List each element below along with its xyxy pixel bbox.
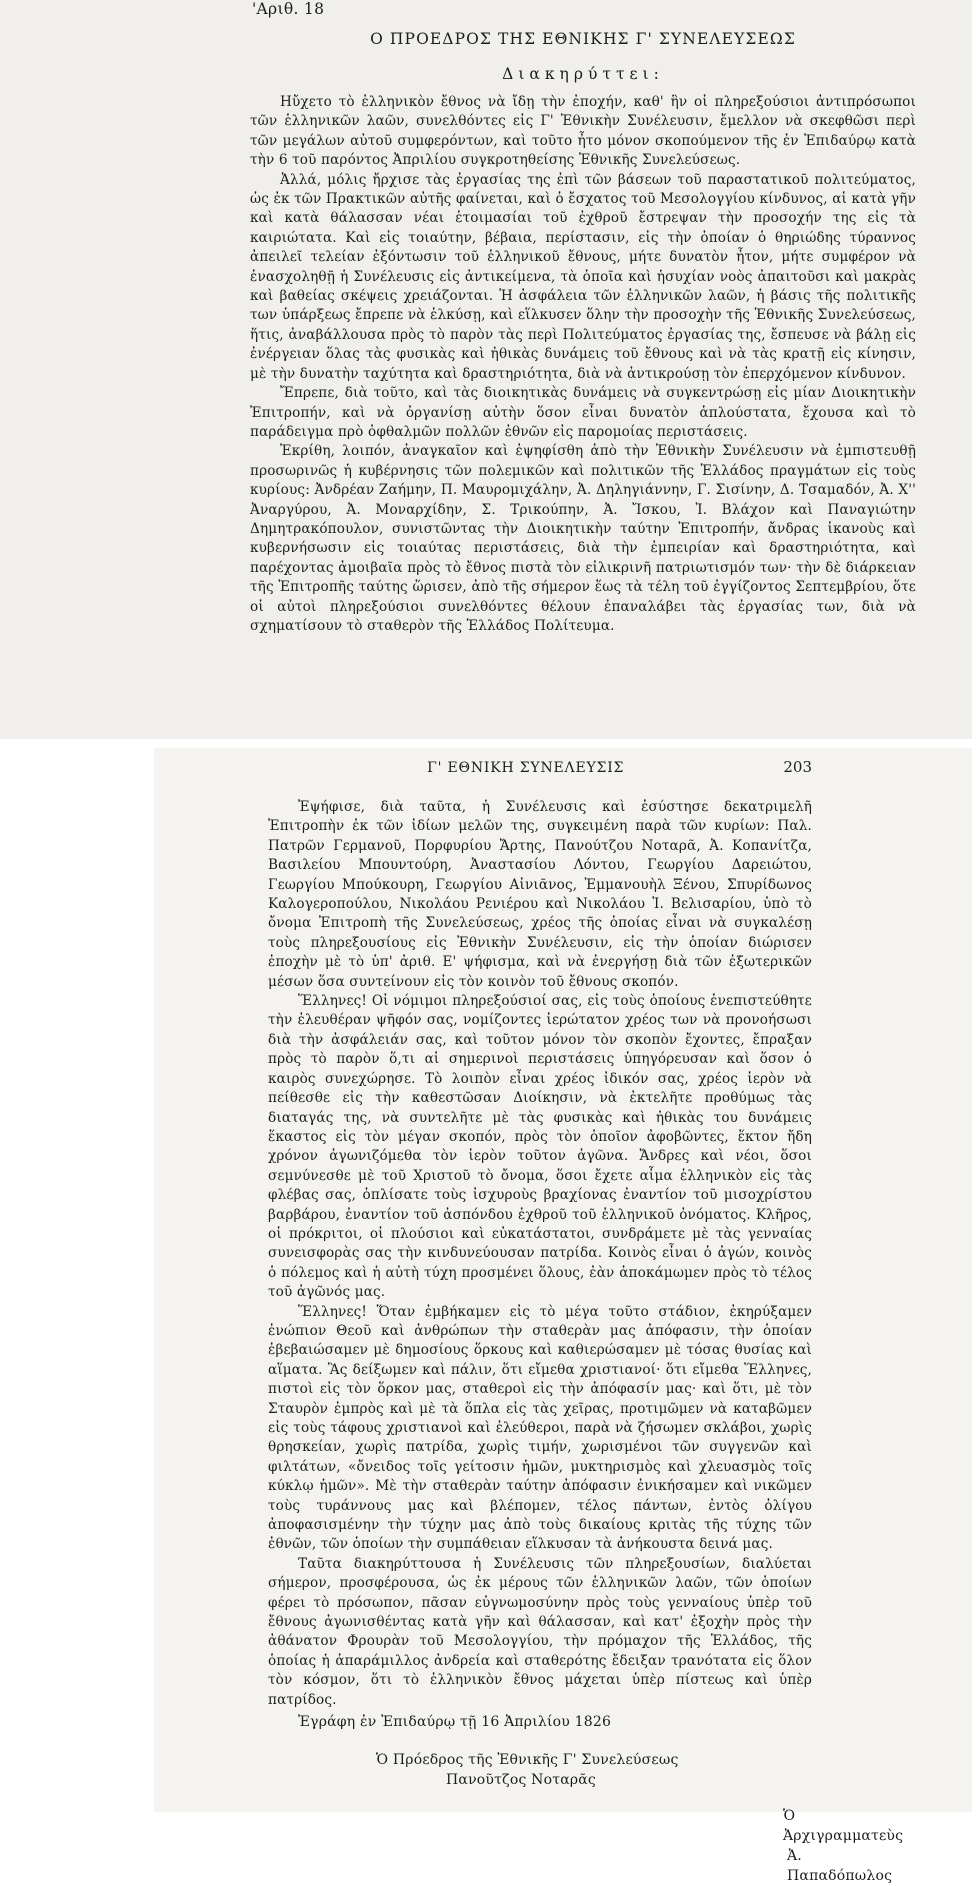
secretary-title: Ὁ Ἀρχιγραμματεὺς [783, 1808, 904, 1845]
paragraph: Ἐκρίθη, λοιπόν, ἀναγκαῖον καὶ ἐψηφίσθη ἀπὸ τὴν Ἐθνικὴν Συνέλευσιν νὰ ἐμπιστευθῇ προσωρινῶς ἡ κυβέρνησις τῶν πολεμικῶν καὶ πολιτικῶν τῆς Ἑλλάδος πραγμάτων εἰς τοὺς κυρίους: Ἀνδρέαν Ζαήμην, Π. Μαυρομιχάλην, Ἀ. Δηληγιάννην, Γ. Σισίνην, Δ. Τσαμαδόν, Ἀ. Χ'' Ἀναργύρου, Ἀ. Μοναρχίδην, Σ. Τρικούπην, Ἀ. Ἴσκου, Ἰ. Βλάχον καὶ Παναγιώτην Δημητρακόπουλον, συνιστῶντας τὴν Διοικητικὴν ταύτην Ἐπιτροπήν, ἄνδρας ἱκανοὺς καὶ κυβερνήσωσιν εἰς τοιαύτας περιστάσεις, διὰ τὴν ἐμπειρίαν καὶ δραστηριότητα, καὶ παρέχοντας ἀμοιβαῖα πρὸς τὸ ἔθνος πιστὰ τὸν εἰλικρινῆ πατριωτισμόν των· τὴν δὲ διάρκειαν τῆς Ἐπιτροπῆς ταύτης ὥρισεν, ἀπὸ τῆς σήμερον ἕως τὰ τέλη τοῦ ἐγγίζοντος Σεπτεμβρίου, ὅτε οἱ αὐτοὶ πληρεξούσιοι συνελθόντες θέλουν ἐπαναλάβει τὰς ἐργασίας των, διὰ νὰ σχηματίσουν τὸ σταθερὸν τῆς Ἑλλάδος Πολίτευμα. [250, 443, 916, 634]
paragraph: Ἔπρεπε, διὰ τοῦτο, καὶ τὰς διοικητικὰς δυνάμεις νὰ συγκεντρώσῃ εἰς μίαν Διοικητικὴν Ἐπιτροπήν, καὶ νὰ ὀργανίσῃ αὐτὴν ὅσον εἶναι δυνατὸν ἁπλούστατα, ἔχουσα καὶ τὸ παράδειγμα πρὸ ὀφθαλμῶν πολλῶν ἐθνῶν εἰς παρομοίας περιστάσεις. [250, 385, 916, 440]
date-line: Ἐγράφη ἐν Ἐπιδαύρῳ τῇ 16 Ἀπριλίου 1826 [298, 1714, 612, 1731]
page-subtitle: Διακηρύττει: [502, 65, 664, 83]
decree-number: 'Αριθ. 18 [252, 0, 325, 18]
document-page-1 [0, 0, 972, 739]
page-title: Ο ΠΡΟΕΔΡΟΣ ΤΗΣ ΕΘΝΙΚΗΣ Γ' ΣΥΝΕΛΕΥΣΕΩΣ [370, 30, 796, 48]
paragraph: Ηὔχετο τὸ ἑλληνικὸν ἔθνος νὰ ἴδῃ τὴν ἐποχήν, καθ' ἣν οἱ πληρεξούσιοι ἀντιπρόσωποι τῶν ἑλληνικῶν λαῶν, συνελθόντες εἰς Γ' Ἐθνικὴν Συνέλευσιν, ἔμελλον νὰ σκεφθῶσι περὶ τῶν μεγάλων αὐτοῦ συμφερόντων, καὶ τοῦτο ἦτο μόνον σκοπούμενον τῆς ἐν Ἐπιδαύρῳ κατὰ τὴν 6 τοῦ παρόντος Ἀπριλίου συγκροτηθείσης Ἐθνικῆς Συνελεύσεως. [250, 94, 916, 169]
secretary-name: Ἀ. Παπαδόπωλος [787, 1848, 893, 1885]
president-title: Ὁ Πρόεδρος τῆς Ἐθνικῆς Γ' Συνελεύσεως [376, 1752, 679, 1769]
president-name: Πανοῦτζος Νοταρᾶς [446, 1772, 596, 1789]
president-signature [376, 1750, 812, 1790]
running-title: Γ' ΕΘΝΙΚΗ ΣΥΝΕΛΕΥΣΙΣ [427, 760, 625, 776]
paragraph: Ἐψήφισε, διὰ ταῦτα, ἡ Συνέλευσις καὶ ἐσύστησε δεκατριμελῆ Ἐπιτροπὴν ἐκ τῶν ἰδίων μελῶν της, συγκειμένη παρὰ τῶν κυρίων: Παλ. Πατρῶν Γερμανοῦ, Πορφυρίου Ἄρτης, Πανούτζου Νοταρᾶ, Ἀ. Κοπανίτζα, Βασιλείου Μπουντούρη, Ἀναστασίου Λόντου, Γεωργίου Δαρειώτου, Γεωργίου Μπούκουρη, Γεωργίου Αἰνιᾶνος, Ἐμμανουὴλ Ξένου, Σπυρίδωνος Καλογεροπούλου, Νικολάου Ρενιέρου καὶ Νικολάου Ἰ. Βελισαρίου, ὑπὸ τὸ ὄνομα Ἐπιτροπὴ τῆς Συνελεύσεως, χρέος τῆς ὁποίας εἶναι νὰ συγκαλέσῃ τοὺς πληρεξουσίους εἰς Ἐθνικὴν Συνέλευσιν, εἰς τὴν ὁποίαν διώρισεν ἐποχὴν μὲ τὸ ὑπ' ἀριθ. Ε' ψήφισμα, καὶ νὰ ἐνεργήσῃ διὰ τῶν ἐξωτερικῶν μέσων ὅσα συντείνουν εἰς τὸν κοινὸν τοῦ ἔθνους σκοπόν. [268, 799, 812, 990]
paragraph: Ἕλληνες! Οἱ νόμιμοι πληρεξούσιοί σας, εἰς τοὺς ὁποίους ἐνεπιστεύθητε τὴν ἐλευθέραν ψῆφόν σας, νομίζοντες ἱερώτατον χρέος των νὰ προνοήσωσι διὰ τὴν ἀσφάλειάν σας, καὶ τοῦτον μόνον τὸν σκοπὸν ἔχοντες, ἔπραξαν πρὸς τὸ παρὸν ὅ,τι αἱ σημερινοὶ περιστάσεις ὑπηγόρευσαν καὶ ὅσον ὁ καιρὸς συνεχώρησε. Τὸ λοιπὸν εἶναι χρέος ἰδικόν σας, χρέος ἱερὸν νὰ πείθεσθε εἰς τὴν καθεστῶσαν Διοίκησιν, νὰ ἐκτελῆτε προθύμως τὰς διαταγάς της, νὰ συντελῆτε μὲ τὰς φυσικὰς καὶ ἠθικὰς του δυνάμεις ἕκαστος εἰς τὸν μέγαν σκοπόν, πρὸς τὸν ὁποῖον ἀφοβῶντες, ἕκτον ἤδη χρόνον ἀγωνιζόμεθα τὸν ἱερὸν τοῦτον ἀγῶνα. Ἄνδρες καὶ νέοι, ὅσοι σεμνύνεσθε μὲ τοῦ Χριστοῦ τὸ ὄνομα, ὅσοι ἔχετε αἷμα ἑλληνικὸν εἰς τὰς φλέβας σας, ὁπλίσατε τοὺς ἰσχυροὺς βραχίονας ἐναντίον τοῦ μισοχρίστου βαρβάρου, ἐναντίον τοῦ ἀσπόνδου ἐχθροῦ τοῦ ἑλληνικοῦ ὀνόματος. Κλῆρος, οἱ πρόκριτοι, οἱ πλούσιοι καὶ εὐκατάστατοι, συνδράμετε μὲ τὰς γενναίας συνεισφορὰς σας τὴν κινδυνεύουσαν πατρίδα. Κοινὸς εἶναι ὁ ἀγών, κοινὸς ὁ πόλεμος καὶ ἡ αὐτὴ τύχη προσμένει ὅλους, ἐὰν ἀποκάμωμεν πρὸς τὸ τέλος τοῦ ἀγῶνός μας. [268, 993, 812, 1301]
running-header [268, 758, 812, 776]
document-page-2 [154, 748, 972, 1885]
page-number: 203 [783, 758, 812, 776]
secretary-signature [783, 1806, 904, 1886]
paragraph: Ἕλληνες! Ὅταν ἐμβήκαμεν εἰς τὸ μέγα τοῦτο στάδιον, ἐκηρύξαμεν ἐνώπιον Θεοῦ καὶ ἀνθρώπων τὴν σταθερὰν μας ἀπόφασιν, τὴν ὁποίαν ἐβεβαιώσαμεν μὲ δημοσίους ὅρκους καὶ καθιερώσαμεν μὲ τόσας θυσίας καὶ αἵματα. Ἂς δείξωμεν καὶ πάλιν, ὅτι εἴμεθα χριστιανοί· ὅτι εἴμεθα Ἕλληνες, πιστοὶ εἰς τὸν ὅρκον μας, σταθεροὶ εἰς τὴν ἀπόφασίν μας· καὶ ὅτι, μὲ τὸν Σταυρὸν ἐμπρὸς καὶ μὲ τὰ ὅπλα εἰς τὰς χεῖρας, προτιμῶμεν νὰ καταβῶμεν εἰς τοὺς τάφους χριστιανοὶ καὶ ἐλεύθεροι, παρὰ νὰ ζήσωμεν σκλάβοι, χωρὶς θρησκείαν, χωρὶς πατρίδα, χωρὶς τιμήν, χωρισμένοι τῶν συγγενῶν καὶ φιλτάτων, «ὄνειδος τοῖς γείτοσιν ἡμῶν, μυκτηρισμὸς καὶ χλευασμὸς τοῖς κύκλῳ ἡμῶν». Μὲ τὴν σταθερὰν ταύτην ἀπόφασιν ἐνικήσαμεν καὶ νικῶμεν τοὺς τυράννους μας καὶ βλέπομεν, τέλος πάντων, ἐντὸς ὀλίγου ἀποφασισμένην τὴν τύχην μας ἀπὸ τοὺς δικαίους κριτὰς τῆς τύχης τῶν ἐθνῶν, τῶν ὁποίων τὴν συμπάθειαν εἵλκυσαν τὰ ἀνήκουστα δεινά μας. [268, 1303, 812, 1553]
paragraph: Ἀλλά, μόλις ἤρχισε τὰς ἐργασίας της ἐπὶ τῶν βάσεων τοῦ παραστατικοῦ πολιτεύματος, ὡς ἐκ τῶν Πρακτικῶν αὐτῆς φαίνεται, καὶ ὁ ἔσχατος τοῦ Μεσολογγίου κίνδυνος, αἱ κατὰ γῆν καὶ κατὰ θάλασσαν νέαι ἑτοιμασίαι τοῦ ἐχθροῦ ἔστρεψαν τὴν προσοχήν της εἰς τὰ καιριώτατα. Καὶ εἰς τοιαύτην, βέβαια, περίστασιν, εἰς τὴν ὁποίαν ὁ θηριώδης τύραννος ἀπειλεῖ τελείαν ἐξόντωσιν τοῦ ἑλληνικοῦ ἔθνους, μήτε δυνατὸν ἦτον, μήτε συμφέρον νὰ ἐνασχοληθῇ ἡ Συνέλευσις εἰς ἀντικείμενα, τὰ ὁποῖα καὶ ἡσυχίαν νοὸς ἀπαιτοῦσι καὶ μακρὰς καὶ βαθείας σκέψεις χρειάζονται. Ἡ ἀσφάλεια τῶν ἑλληνικῶν λαῶν, ἡ βάσις τῆς πολιτικῆς των ὑπάρξεως ἔπρεπε νὰ ἑλκύσῃ, καὶ εἵλκυσεν ὅλην τὴν προσοχὴν τῆς Ἐθνικῆς Συνελεύσεως, ἥτις, ἀναβάλλουσα πρὸς τὸ παρὸν τὰς περὶ Πολιτεύματος ἐργασίας της, ἔσπευσε νὰ βάλῃ εἰς ἐνέργειαν ὅλας τὰς φυσικὰς καὶ ἠθικὰς δυνάμεις τοῦ ἔθνους καὶ νὰ τὰς κρατῇ εἰς κίνησιν, μὲ τὴν δυνατὴν ταχύτητα καὶ δραστηριότητα, διὰ νὰ ἀντικρούσῃ τὸν ἐπερχόμενον κίνδυνον. [250, 171, 916, 382]
paragraph: Ταῦτα διακηρύττουσα ἡ Συνέλευσις τῶν πληρεξουσίων, διαλύεται σήμερον, προσφέρουσα, ὡς ἐκ μέρους τῶν ἑλληνικῶν λαῶν, τῶν ὁποίων φέρει τὸ πρόσωπον, πᾶσαν εὐγνωμοσύνην πρὸς τοὺς γενναίους ὑπὲρ τοῦ ἔθνους ἀγωνισθέντας κατὰ γῆν καὶ θάλασσαν, καὶ κατ' ἐξοχὴν πρὸς τὴν ἀθάνατον Φρουρὰν τοῦ Μεσολογγίου, τὴν πρόμαχον τῆς Ἑλλάδος, τῆς ὁποίας ἡ ἀπαράμιλλος ἀνδρεία καὶ σταθερότης ἔδειξαν τρανότατα εἰς ὅλον τὸν κόσμον, ὅτι τὸ ἑλληνικὸν ἔθνος μάχεται ὑπὲρ πίστεως καὶ ὑπὲρ πατρίδος. [268, 1555, 812, 1708]
